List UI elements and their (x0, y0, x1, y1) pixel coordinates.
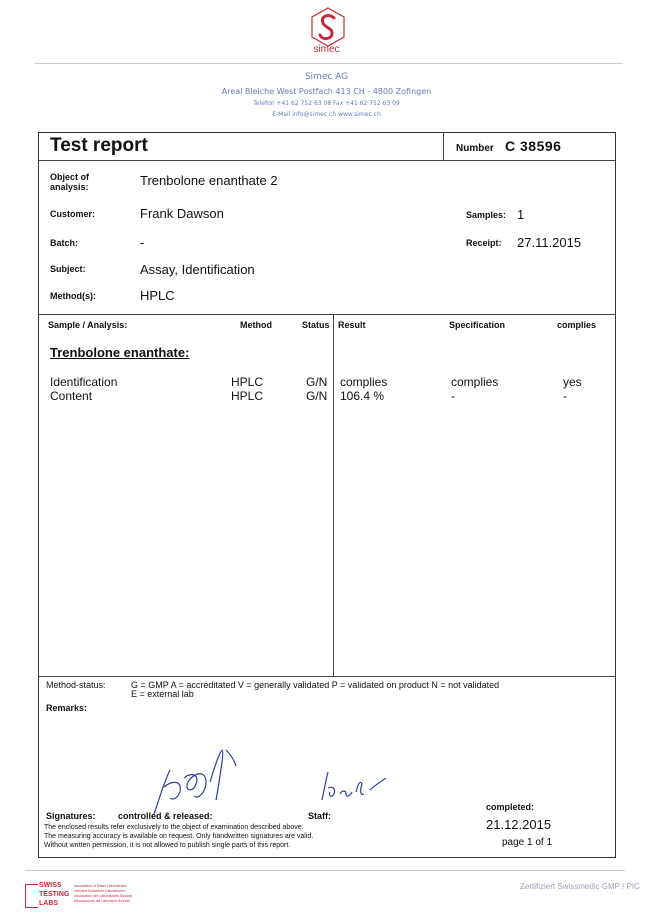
signatures-label: Signatures: (46, 811, 96, 821)
row-1-complies: yes (563, 375, 582, 389)
row-2-status: G/N (306, 389, 328, 403)
company-address: Areal Bleiche West Postfach 413 CH - 4800 Zofingen (221, 87, 432, 96)
method-status-label: Method-status: (46, 680, 106, 690)
method-status-legend-2: E = external lab (131, 689, 194, 699)
object-value: Trenbolone enanthate 2 (140, 173, 278, 188)
row-1-method: HPLC (231, 375, 264, 389)
swissmedic-certification: Zertifiziert Swissmedic GMP / PIC (520, 882, 640, 891)
row-2-complies: - (563, 389, 567, 403)
company-phone-fax: Telefon +41 62 752 63 08 Fax +41 62 752 63 09 (253, 100, 400, 107)
association-line-2: Verband Schweizer Laboratorien (74, 889, 125, 893)
disclaimer-line-3: Without written permission, it is not allowed to publish single parts of this report. (44, 842, 291, 849)
swiss-label: SWISS (39, 882, 62, 889)
row-1-result: complies (340, 375, 388, 389)
row-1-analysis: Identification (50, 375, 118, 389)
page-number: page 1 of 1 (502, 837, 553, 848)
row-2-method: HPLC (231, 389, 264, 403)
staff-signature (320, 770, 390, 804)
association-line-1: Association of Swiss Laboratories (74, 884, 127, 888)
brand-name: simec (313, 44, 340, 55)
col-header-result: Result (338, 320, 366, 330)
association-line-4: Associazione dei Laboratori Svizzeri (74, 899, 131, 903)
batch-value: - (140, 235, 145, 250)
footer-divider (25, 870, 625, 871)
table-top-rule (38, 314, 615, 315)
col-header-status: Status (302, 320, 330, 330)
company-email-web: E-Mail info@simec.ch www.simec.ch (272, 111, 381, 118)
number-divider (443, 132, 444, 160)
method-status-legend: G = GMP A = accreditated V = generally validated P = validated on product N = not validated (131, 680, 500, 690)
footer-top-rule (38, 676, 615, 677)
row-2-specification: - (451, 389, 455, 403)
testing-label: TESTING (39, 891, 70, 898)
report-number: C 38596 (505, 138, 562, 154)
report-title: Test report (50, 135, 148, 156)
association-line-3: Association des Laboratoires Suisses (74, 894, 133, 898)
samples-value: 1 (517, 207, 525, 222)
row-2-result: 106.4 % (340, 389, 385, 403)
company-name: Simec AG (304, 72, 349, 82)
batch-label: Batch: (50, 238, 79, 248)
object-label: Object of analysis: (50, 172, 90, 192)
row-2-analysis: Content (50, 389, 93, 403)
staff-label: Staff: (308, 811, 331, 821)
controller-signature (150, 742, 250, 818)
col-header-sample: Sample / Analysis: (48, 320, 128, 330)
disclaimer-line-2: The measuring accuracy is available on request. Only handwritten signatures are valid. (44, 833, 314, 840)
disclaimer-line-1: The enclosed results refer exclusively to the object of examination described above. (44, 824, 304, 831)
result-column-divider (333, 314, 334, 676)
customer-value: Frank Dawson (140, 206, 224, 221)
number-label: Number (456, 143, 494, 154)
col-header-complies: complies (557, 320, 597, 330)
method-label: Method(s): (50, 291, 96, 301)
customer-label: Customer: (50, 209, 96, 219)
subject-label: Subject: (50, 264, 86, 274)
controlled-label: controlled & released: (118, 811, 213, 821)
receipt-value: 27.11.2015 (517, 235, 582, 250)
row-1-status: G/N (306, 375, 328, 389)
association-names (74, 884, 132, 904)
swiss-testing-labs-logo (25, 880, 73, 910)
samples-label: Samples: (466, 210, 507, 220)
title-divider (38, 160, 615, 161)
subject-value: Assay, Identification (140, 262, 255, 277)
remarks-label: Remarks: (46, 703, 88, 713)
completed-date: 21.12.2015 (486, 817, 552, 832)
labs-label: LABS (39, 900, 59, 907)
col-header-method: Method (240, 320, 272, 330)
method-value: HPLC (140, 288, 175, 303)
section-title: Trenbolone enanthate: (50, 345, 190, 360)
receipt-label: Receipt: (466, 238, 502, 248)
completed-label: completed: (486, 802, 535, 812)
row-1-specification: complies (451, 375, 499, 389)
header-divider (35, 63, 623, 64)
col-header-specification: Specification (449, 320, 506, 330)
